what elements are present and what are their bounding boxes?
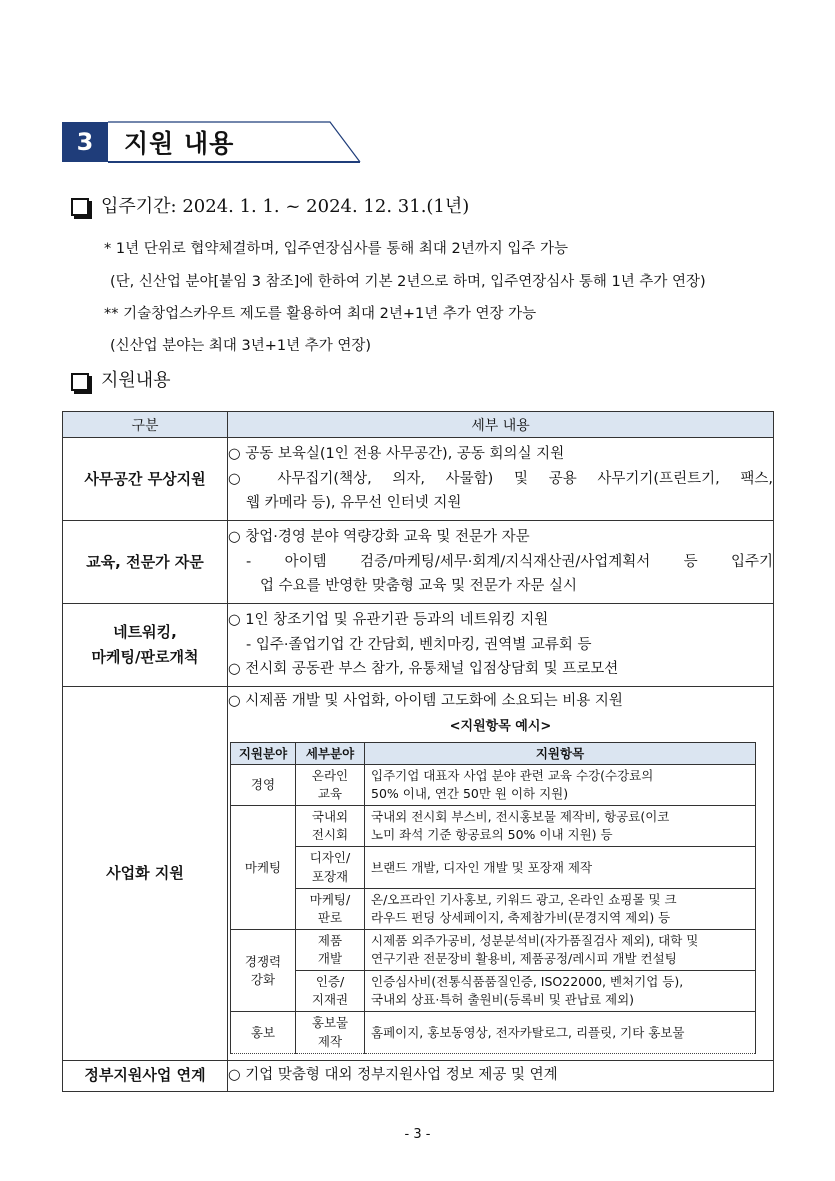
detail-line: - 입주·졸업기업 간 간담회, 벤치마킹, 권역별 교류회 등 bbox=[246, 636, 592, 653]
sub-field: 홍보 bbox=[231, 1012, 296, 1053]
sub-detail: 마케팅/ 판로 bbox=[296, 888, 365, 929]
row-detail bbox=[228, 1060, 774, 1091]
sub-detail: 인증/ 지재권 bbox=[296, 971, 365, 1012]
page-number: - 3 - bbox=[404, 1127, 431, 1142]
sub-table-row bbox=[231, 847, 756, 888]
sub-header-items: 지원항목 bbox=[365, 742, 756, 764]
period-note-4: (신산업 분야는 최대 3년+1년 추가 연장) bbox=[110, 338, 372, 354]
detail-line: ○ 시제품 개발 및 사업화, 아이템 고도화에 소요되는 비용 지원 bbox=[228, 693, 623, 709]
row-category: 사업화 지원 bbox=[63, 687, 228, 1061]
table-row bbox=[63, 521, 774, 604]
row-category-line: 네트워킹, bbox=[113, 623, 177, 642]
sub-table bbox=[230, 742, 756, 1054]
detail-line: ○ 사무집기(책상, 의자, 사물함) 및 공용 사무기기(프린트기, 팩스, bbox=[228, 470, 773, 487]
sub-items: 입주기업 대표자 사업 분야 관련 교육 수강(수강료의 50% 이내, 연간 50만 원 이하 지원) bbox=[365, 764, 756, 805]
sub-table-row bbox=[231, 1012, 756, 1053]
detail-line: ○ 전시회 공동관 부스 참가, 유통채널 입점상담회 및 프로모션 bbox=[228, 661, 619, 678]
sub-items: 온/오프라인 기사홍보, 키워드 광고, 온라인 쇼핑몰 및 크 라우드 펀딩 상세페이지, 축제참가비(문경지역 제외) 등 bbox=[365, 888, 756, 929]
period-note-2: (단, 신산업 분야[붙임 3 참조]에 한하여 기본 2년으로 하며, 입주연장심사 통해 1년 추가 연장) bbox=[110, 274, 706, 290]
row-detail bbox=[228, 604, 774, 687]
detail-line: ○ 기업 맞춤형 대외 정부지원사업 정보 제공 및 연계 bbox=[228, 1067, 558, 1084]
period-note-3: ** 기술창업스카우트 제도를 활용하여 최대 2년+1년 추가 연장 가능 bbox=[104, 306, 537, 322]
sub-items: 시제품 외주가공비, 성분분석비(자가품질검사 제외), 대학 및 연구기관 전문장비 활용비, 제품공정/레시피 개발 컨설팅 bbox=[365, 929, 756, 970]
sub-field: 경영 bbox=[231, 764, 296, 805]
table-row bbox=[63, 438, 774, 521]
sub-table-row bbox=[231, 764, 756, 805]
table-row bbox=[63, 687, 774, 1061]
table-row bbox=[63, 1060, 774, 1091]
sub-detail: 온라인 교육 bbox=[296, 764, 365, 805]
detail-line: ○ 창업·경영 분야 역량강화 교육 및 전문가 자문 bbox=[228, 529, 530, 546]
detail-line: 업 수요를 반영한 맞춤형 교육 및 전문가 자문 실시 bbox=[260, 578, 578, 595]
sub-table-caption: <지원항목 예시> bbox=[449, 718, 552, 734]
sub-items: 홈페이지, 홍보동영상, 전자카탈로그, 리플릿, 기타 홍보물 bbox=[365, 1012, 756, 1053]
table-row bbox=[63, 604, 774, 687]
sub-items: 인증심사비(전통식품품질인증, ISO22000, 벤처기업 등), 국내외 상표·특허 출원비(등록비 및 관납료 제외) bbox=[365, 971, 756, 1012]
row-category: 정부지원사업 연계 bbox=[63, 1060, 228, 1091]
sub-detail: 제품 개발 bbox=[296, 929, 365, 970]
section-number: 3 bbox=[62, 122, 108, 162]
detail-line: ○ 공동 보육실(1인 전용 사무공간), 공동 회의실 지원 bbox=[228, 446, 565, 463]
checkbox-bullet-icon bbox=[71, 373, 89, 391]
sub-field: 경쟁력 강화 bbox=[231, 929, 296, 1012]
support-table bbox=[62, 411, 774, 1092]
row-detail bbox=[228, 438, 774, 521]
sub-detail: 디자인/ 포장재 bbox=[296, 847, 365, 888]
detail-line: ○ 1인 창조기업 및 유관기관 등과의 네트워킹 지원 bbox=[228, 612, 549, 629]
sub-header-detail: 세부분야 bbox=[296, 742, 365, 764]
sub-header-field: 지원분야 bbox=[231, 742, 296, 764]
sub-field: 마케팅 bbox=[231, 806, 296, 930]
detail-line: 웹 카메라 등), 유무선 인터넷 지원 bbox=[246, 495, 462, 512]
period-note-1: * 1년 단위로 협약체결하며, 입주연장심사를 통해 최대 2년까지 입주 가능 bbox=[104, 241, 568, 257]
section-title: 지원 내용 bbox=[124, 129, 235, 158]
support-heading: 지원내용 bbox=[101, 370, 171, 391]
table-header-detail: 세부 내용 bbox=[228, 412, 774, 438]
sub-items: 브랜드 개발, 디자인 개발 및 포장재 제작 bbox=[365, 847, 756, 888]
sub-table-row bbox=[231, 888, 756, 929]
detail-line: - 아이템 검증/마케팅/세무·회계/지식재산권/사업계획서 등 입주기 bbox=[246, 553, 773, 570]
row-detail bbox=[228, 521, 774, 604]
table-header-row bbox=[63, 412, 774, 438]
sub-detail: 홍보물 제작 bbox=[296, 1012, 365, 1053]
checkbox-bullet-icon bbox=[71, 198, 89, 216]
row-category-line: 마케팅/판로개척 bbox=[91, 648, 199, 666]
sub-detail: 국내외 전시회 bbox=[296, 806, 365, 847]
row-detail bbox=[228, 687, 774, 1061]
row-category bbox=[63, 604, 228, 687]
table-header-category: 구분 bbox=[63, 412, 228, 438]
period-heading: 입주기간: 2024. 1. 1. ~ 2024. 12. 31.(1년) bbox=[101, 196, 470, 217]
row-category: 교육, 전문가 자문 bbox=[63, 521, 228, 604]
sub-table-row bbox=[231, 971, 756, 1012]
sub-table-row bbox=[231, 929, 756, 970]
row-category: 사무공간 무상지원 bbox=[63, 438, 228, 521]
sub-items: 국내외 전시회 부스비, 전시홍보물 제작비, 항공료(이코 노미 좌석 기준 항공료의 50% 이내 지원) 등 bbox=[365, 806, 756, 847]
sub-table-row bbox=[231, 806, 756, 847]
